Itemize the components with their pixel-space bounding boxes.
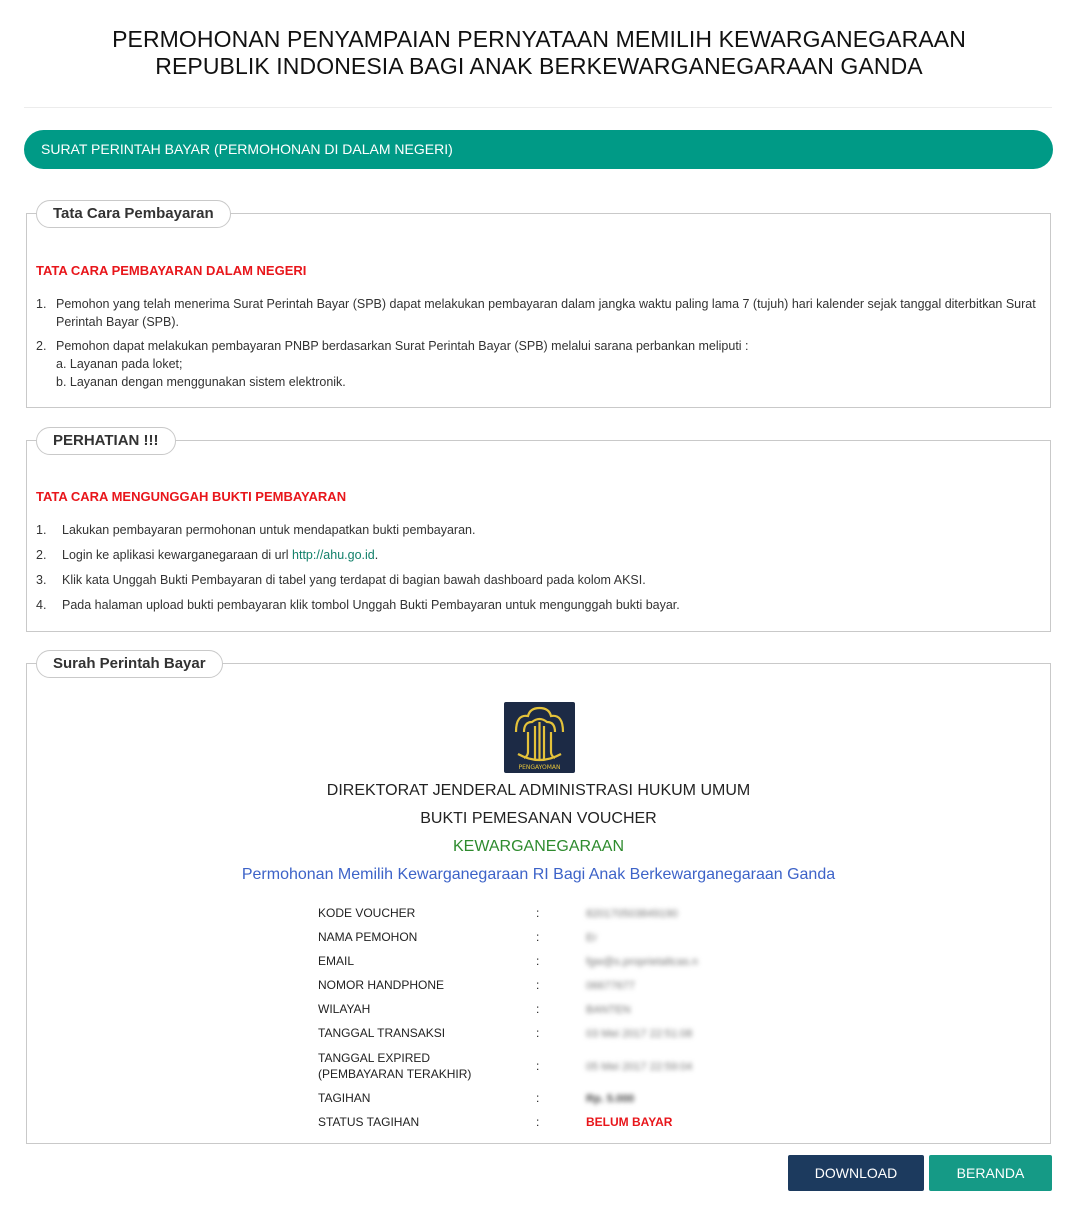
list-item: 4. Pada halaman upload bukti pembayaran klik tombol Unggah Bukti Pembayaran untuk mengunggah bukti bayar.	[36, 598, 680, 612]
table-row: TAGIHAN : Rp. 5.000	[318, 1091, 635, 1105]
phone-value: 06677677	[586, 980, 635, 992]
expired-date-value: 05 Mei 2017 22:59:04	[586, 1060, 693, 1073]
list-subitem: b. Layanan dengan menggunakan sistem elektronik.	[56, 375, 346, 389]
upload-steps-list	[36, 521, 1042, 621]
voucher-info-table	[318, 901, 786, 1134]
page-title	[0, 26, 1074, 80]
list-subitem: a. Layanan pada loket;	[56, 357, 183, 371]
payment-order-legend: Surah Perintah Bayar	[36, 650, 223, 678]
bill-amount-value: Rp. 5.000	[586, 1093, 635, 1105]
page-title-line1: PERMOHONAN PENYAMPAIAN PERNYATAAN MEMILIH KEWARGANEGARAAN	[112, 26, 966, 52]
table-row: TANGGAL TRANSAKSI : 03 Mei 2017 22:51:08	[318, 1026, 693, 1040]
service-category: KEWARGANEGARAAN	[453, 838, 624, 855]
list-item: 2. Login ke aplikasi kewarganegaraan di url http://ahu.go.id.	[36, 548, 379, 562]
voucher-code-value: 820170503849190	[586, 908, 678, 920]
table-row: KODE VOUCHER : 820170503849190	[318, 906, 678, 920]
upload-procedure-heading: TATA CARA MENGUNGGAH BUKTI PEMBAYARAN	[36, 489, 347, 504]
payment-steps-list	[36, 295, 1042, 397]
ahu-link[interactable]: http://ahu.go.id	[292, 548, 375, 562]
email-value: fgw@s.proprietaltcas.n	[586, 956, 699, 968]
payment-procedure-legend: Tata Cara Pembayaran	[36, 200, 231, 228]
table-row: NAMA PEMOHON : Er	[318, 930, 597, 944]
transaction-date-value: 03 Mei 2017 22:51:08	[586, 1028, 693, 1040]
payment-procedure-panel	[26, 205, 1051, 408]
title-divider	[24, 107, 1052, 108]
list-item: 2. Pemohon dapat melakukan pembayaran PNBP berdasarkan Surat Perintah Bayar (SPB) melalui sarana perbankan meliputi : a. Layanan pada loket; b. Layanan dengan menggunakan sistem elektronik.	[36, 337, 1042, 391]
list-item: 3. Klik kata Unggah Bukti Pembayaran di tabel yang terdapat di bagian bawah dashboard pada kolom AKSI.	[36, 573, 646, 587]
org-name: DIREKTORAT JENDERAL ADMINISTRASI HUKUM UMUM	[326, 782, 751, 799]
list-item: 1. Pemohon yang telah menerima Surat Perintah Bayar (SPB) dapat melakukan pembayaran dalam jangka waktu paling lama 7 (tujuh) hari kalender sejak tanggal diterbitkan Surat Perintah Bayar (SPB).	[36, 297, 1036, 329]
table-row: WILAYAH : BANTEN	[318, 1002, 631, 1016]
pengayoman-logo-icon	[504, 702, 575, 773]
page-title-line2: REPUBLIK INDONESIA BAGI ANAK BERKEWARGANEGARAAN GANDA	[155, 53, 923, 79]
attention-panel	[26, 432, 1051, 632]
applicant-name-value: Er	[586, 932, 597, 944]
attention-legend: PERHATIAN !!!	[36, 427, 176, 455]
table-row: EMAIL : fgw@s.proprietaltcas.n	[318, 954, 699, 968]
table-row: NOMOR HANDPHONE : 06677677	[318, 978, 635, 992]
payment-order-panel	[26, 655, 1051, 1144]
bill-status-badge: BELUM BAYAR	[586, 1115, 673, 1129]
payment-procedure-heading: TATA CARA PEMBAYARAN DALAM NEGERI	[36, 263, 307, 278]
table-row: STATUS TAGIHAN : BELUM BAYAR	[318, 1115, 673, 1129]
region-value: BANTEN	[586, 1004, 631, 1016]
service-name: Permohonan Memilih Kewarganegaraan RI Bagi Anak Berkewarganegaraan Ganda	[241, 866, 836, 883]
download-button[interactable]: DOWNLOAD	[788, 1155, 924, 1191]
home-button[interactable]: BERANDA	[929, 1155, 1052, 1191]
list-item: 1. Lakukan pembayaran permohonan untuk mendapatkan bukti pembayaran.	[36, 523, 476, 537]
section-banner: SURAT PERINTAH BAYAR (PERMOHONAN DI DALAM NEGERI)	[24, 130, 1053, 169]
document-type: BUKTI PEMESANAN VOUCHER	[420, 810, 657, 827]
logo-caption: PENGAYOMAN	[518, 764, 561, 771]
table-row: TANGGAL EXPIRED (PEMBAYARAN TERAKHIR) : 05 Mei 2017 22:59:04	[318, 1050, 693, 1081]
